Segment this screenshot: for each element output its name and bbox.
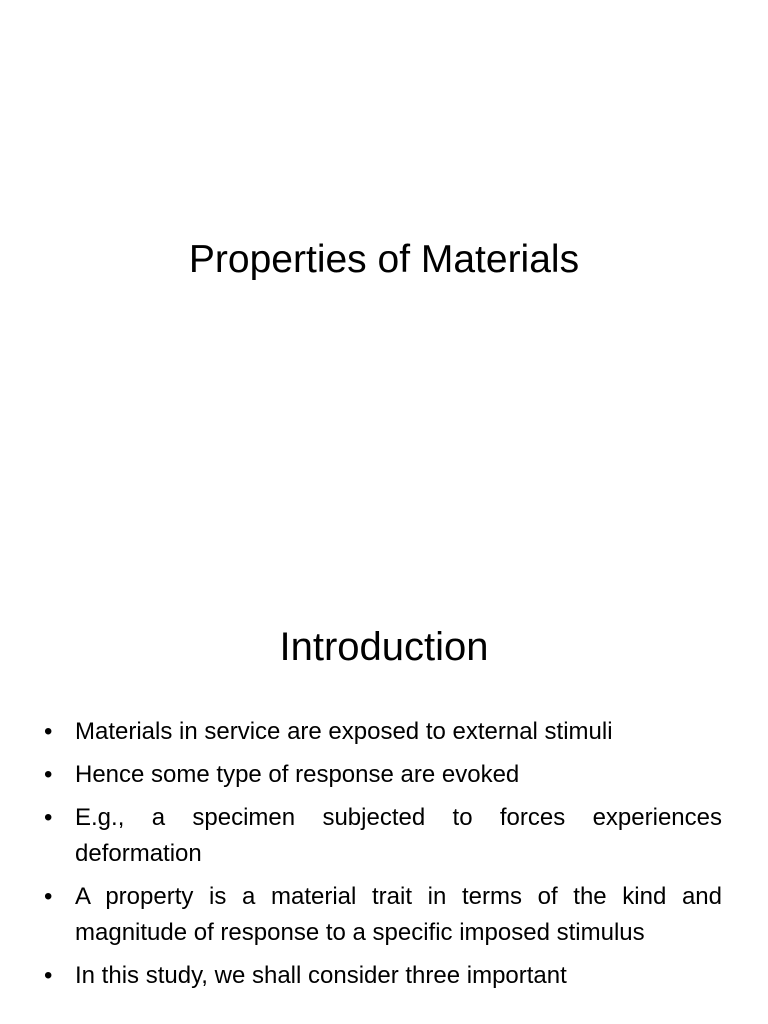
bullet-text: Materials in service are exposed to external stimuli [75,718,613,745]
slide-title: Properties of Materials [188,238,580,281]
bullet-list [44,714,722,1001]
bullet-icon: • [44,761,53,788]
bullet-icon: • [44,804,53,831]
bullet-text: A property is a material trait in terms of the kind and magnitude of response to a specific imposed stimulus [75,883,722,946]
bullet-item [44,757,722,793]
bullet-text: E.g., a specimen subjected to forces experiences deformation [75,804,722,867]
bullet-icon: • [44,962,53,989]
bullet-item [44,714,722,750]
slide-heading: Introduction [279,625,489,669]
introduction-slide [0,576,768,1024]
bullet-item [44,958,722,994]
bullet-text: Hence some type of response are evoked [75,761,520,788]
bullet-text: In this study, we shall consider three important [75,962,567,989]
bullet-item [44,879,722,951]
bullet-item [44,800,722,872]
bullet-icon: • [44,718,53,745]
bullet-icon: • [44,883,53,910]
